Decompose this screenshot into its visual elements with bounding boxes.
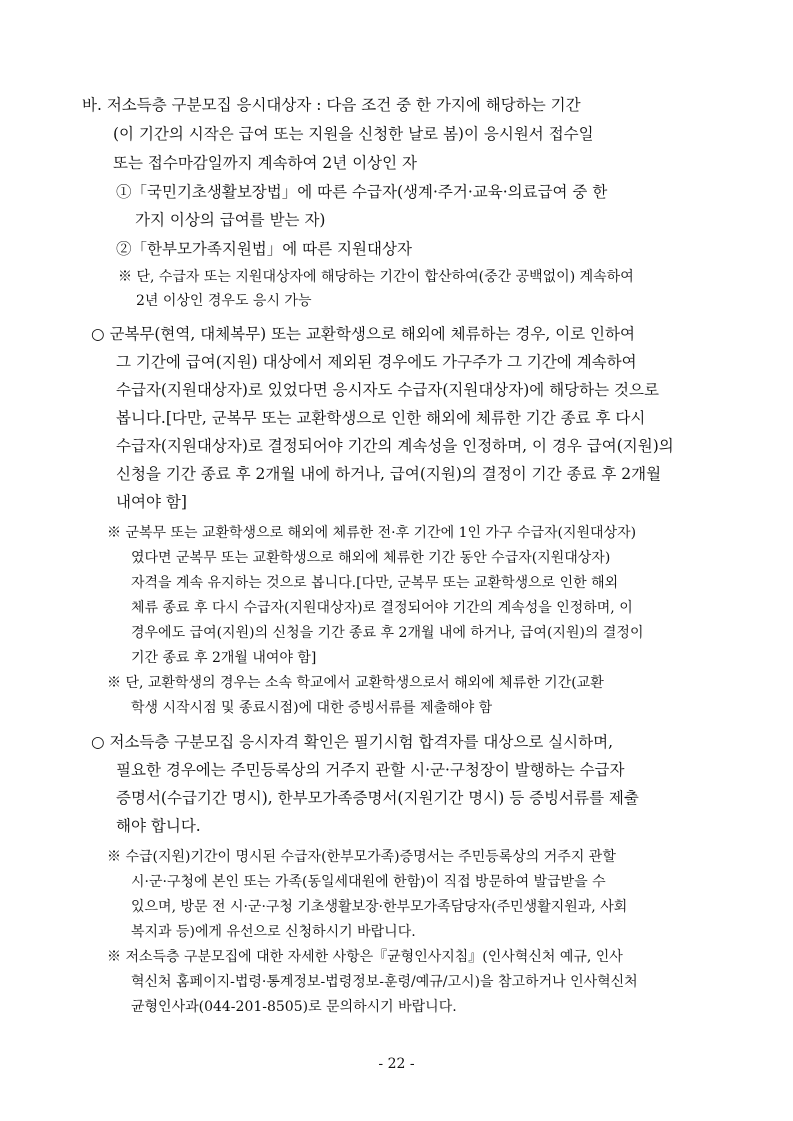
verification-line-4: 해야 합니다.: [116, 817, 201, 835]
page-number: - 22 -: [378, 1056, 415, 1072]
military-line-5: 수급자(지원대상자)로 결정되어야 기간의 계속성을 인정하며, 이 경우 급여(지원)의: [116, 437, 674, 455]
military-note-1-line-6: 기간 종료 후 2개월 내여야 함]: [131, 650, 317, 666]
military-note-1-line-4: 체류 종료 후 다시 수급자(지원대상자)로 결정되어야 기간의 계속성을 인정하며, 이: [131, 600, 633, 616]
section-ba-note-line-2: 2년 이상인 경우도 응시 가능: [136, 293, 312, 309]
section-ba-line-2: (이 기간의 시작은 급여 또는 지원을 신청한 날로 봄)이 응시원서 접수일: [113, 125, 594, 143]
verification-note-2-line-2: 혁신처 홈페이지-법령·통계정보-법령정보-훈령/예규/고시)을 참고하거나 인사혁신처: [131, 974, 638, 990]
verification-note-1-line-3: 있으며, 방문 전 시·군·구청 기초생활보장·한부모가족담당자(주민생활지원과, 사회: [131, 899, 628, 915]
military-line-7: 내여야 함]: [116, 493, 187, 511]
military-note-2-line-1: ※ 단, 교환학생의 경우는 소속 학교에서 교환학생으로서 해외에 체류한 기간(교환: [107, 675, 604, 691]
verification-note-1-line-1: ※ 수급(지원)기간이 명시된 수급자(한부모가족)증명서는 주민등록상의 거주지 관할: [107, 849, 616, 865]
military-note-1-line-5: 경우에도 급여(지원)의 신청을 기간 종료 후 2개월 내에 하거나, 급여(지원)의 결정이: [131, 625, 644, 641]
military-note-1-line-3: 자격을 계속 유지하는 것으로 봅니다.[다만, 군복무 또는 교환학생으로 인한 해외: [131, 575, 619, 591]
section-ba-item-1-line-2: 가지 이상의 급여를 받는 자): [135, 211, 326, 229]
verification-note-1-line-4: 복지과 등)에게 유선으로 신청하시기 바랍니다.: [131, 924, 416, 940]
military-note-1-line-2: 였다면 군복무 또는 교환학생으로 해외에 체류한 기간 동안 수급자(지원대상자): [131, 550, 611, 566]
verification-line-1: ○ 저소득층 구분모집 응시자격 확인은 필기시험 합격자를 대상으로 실시하며,: [91, 733, 614, 751]
military-line-6: 신청을 기간 종료 후 2개월 내에 하거나, 급여(지원)의 결정이 기간 종료 후 2개월: [116, 465, 662, 483]
section-ba-item-2: ②「한부모가족지원법」에 따른 지원대상자: [116, 240, 412, 258]
verification-line-2: 필요한 경우에는 주민등록상의 거주지 관할 시·군·구청장이 발행하는 수급자: [116, 761, 625, 779]
military-line-4: 봅니다.[다만, 군복무 또는 교환학생으로 인한 해외에 체류한 기간 종료 후 다시: [116, 409, 646, 427]
section-ba-note-line-1: ※ 단, 수급자 또는 지원대상자에 해당하는 기간이 합산하여(중간 공백없이) 계속하여: [118, 269, 634, 285]
military-note-2-line-2: 학생 시작시점 및 종료시점)에 대한 증빙서류를 제출해야 함: [131, 700, 493, 716]
military-line-2: 그 기간에 급여(지원) 대상에서 제외된 경우에도 가구주가 그 기간에 계속하여: [116, 353, 637, 371]
verification-note-2-line-3: 균형인사과(044-201-8505)로 문의하시기 바랍니다.: [131, 999, 457, 1015]
military-line-1: ○ 군복무(현역, 대체복무) 또는 교환학생으로 해외에 체류하는 경우, 이로 인하여: [91, 325, 635, 343]
section-ba-line-1: 바. 저소득층 구분모집 응시대상자 : 다음 조건 중 한 가지에 해당하는 기간: [82, 96, 581, 114]
verification-line-3: 증명서(수급기간 명시), 한부모가족증명서(지원기간 명시) 등 증빙서류를 제출: [116, 789, 639, 807]
military-note-1-line-1: ※ 군복무 또는 교환학생으로 해외에 체류한 전·후 기간에 1인 가구 수급자(지원대상자): [107, 525, 637, 541]
verification-note-2-line-1: ※ 저소득층 구분모집에 대한 자세한 사항은『균형인사지침』(인사혁신처 예규, 인사: [107, 949, 623, 965]
section-ba-item-1-line-1: ①「국민기초생활보장법」에 따른 수급자(생계·주거·교육·의료급여 중 한: [116, 183, 608, 201]
verification-note-1-line-2: 시·군·구청에 본인 또는 가족(동일세대원에 한함)이 직접 방문하여 발급받을 수: [131, 874, 606, 890]
section-ba-line-3: 또는 접수마감일까지 계속하여 2년 이상인 자: [113, 154, 418, 172]
military-line-3: 수급자(지원대상자)로 있었다면 응시자도 수급자(지원대상자)에 해당하는 것으로: [116, 381, 659, 399]
